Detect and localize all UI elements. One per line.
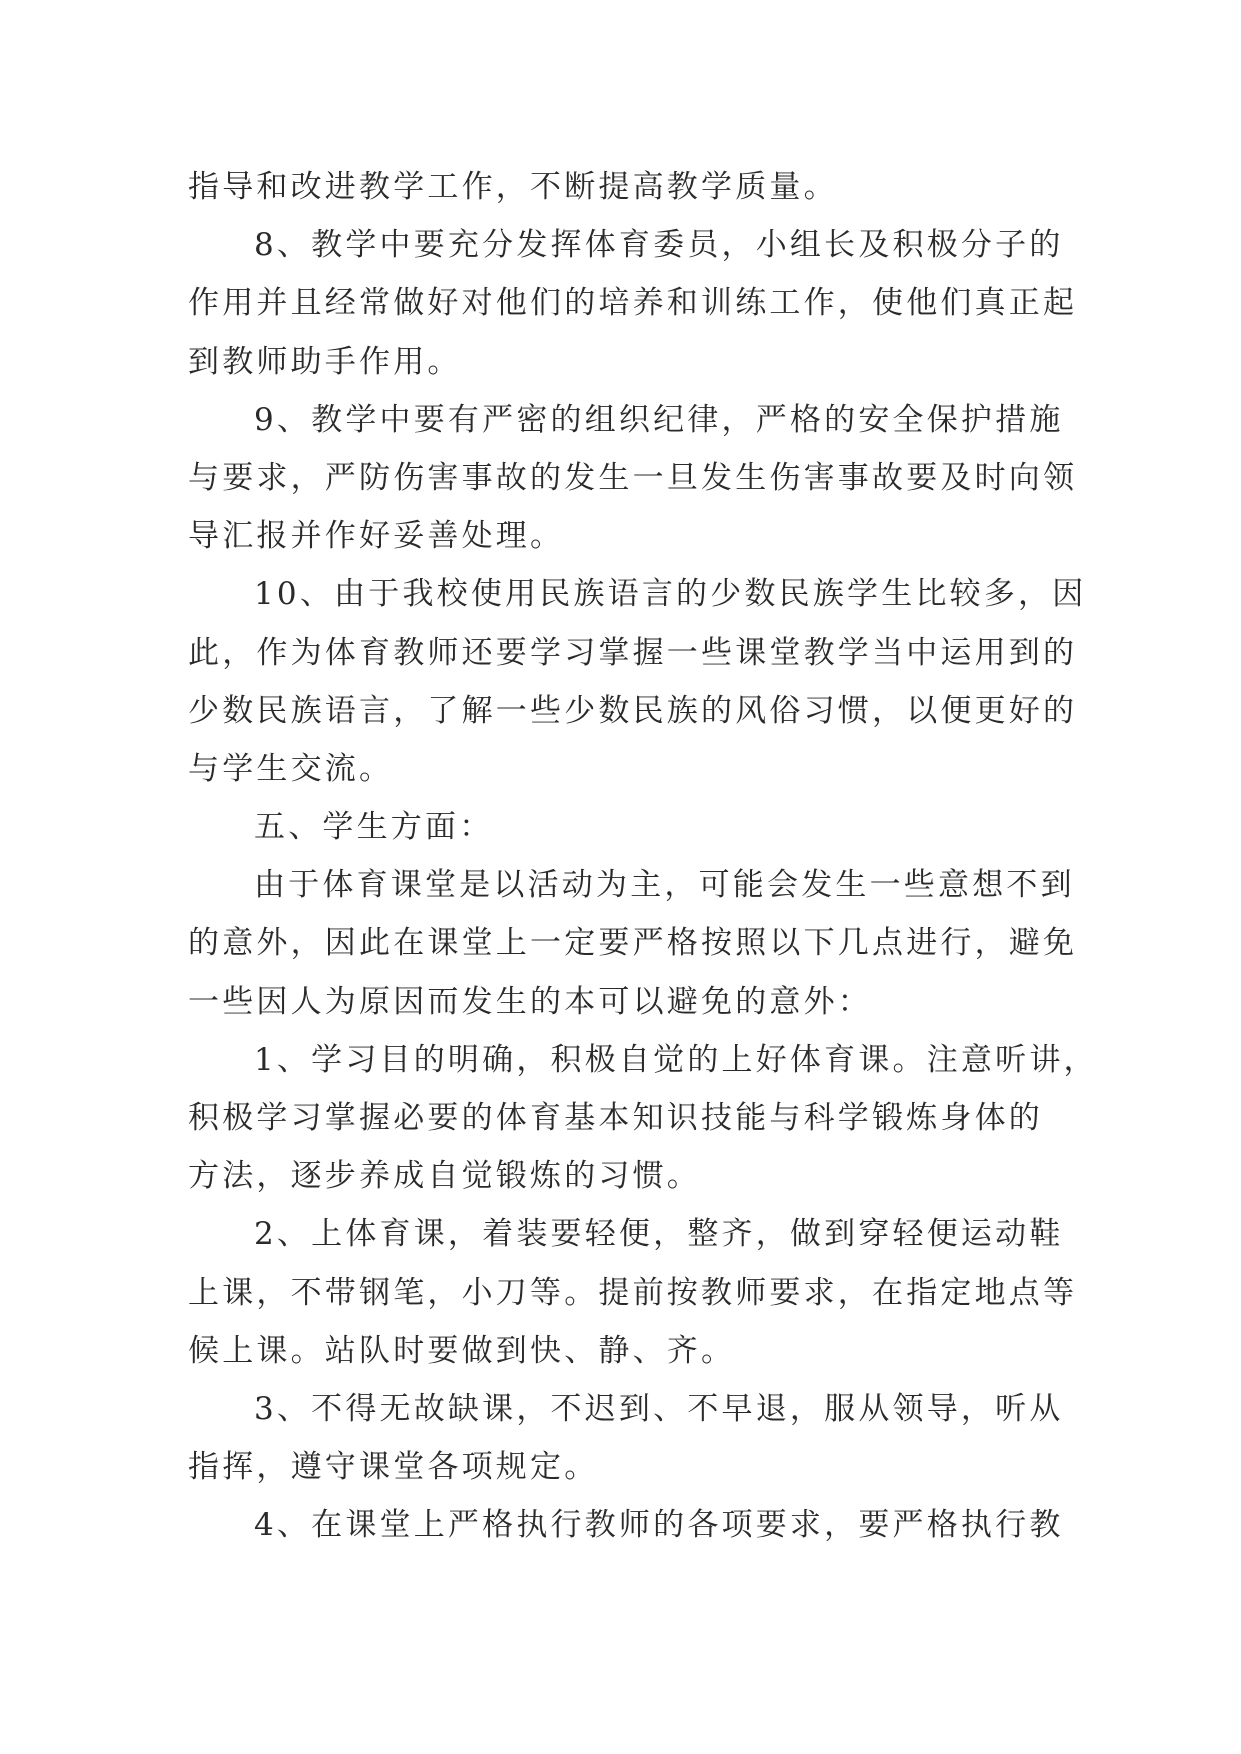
text-line: 与要求，严防伤害事故的发生一旦发生伤害事故要及时向领 xyxy=(188,459,1078,496)
text-line: 指挥，遵守课堂各项规定。 xyxy=(188,1449,599,1486)
text-line: 导汇报并作好妥善处理。 xyxy=(188,518,565,555)
text-line: 3、不得无故缺课，不迟到、不早退，服从领导，听从 xyxy=(254,1390,1064,1427)
text-line: 8、教学中要充分发挥体育委员，小组长及积极分子的 xyxy=(254,227,1064,264)
text-line: 4、在课堂上严格执行教师的各项要求，要严格执行教 xyxy=(254,1507,1064,1544)
text-line: 的意外，因此在课堂上一定要严格按照以下几点进行，避免 xyxy=(188,925,1078,962)
text-line: 与学生交流。 xyxy=(188,750,394,787)
text-line: 方法，逐步养成自觉锻炼的习惯。 xyxy=(188,1158,701,1195)
text-line: 指导和改进教学工作，不断提高教学质量。 xyxy=(188,169,838,205)
document-body xyxy=(188,158,1098,1555)
text-line: 由于体育课堂是以活动为主，可能会发生一些意想不到 xyxy=(254,867,1075,904)
text-line: 2、上体育课，着装要轻便，整齐，做到穿轻便运动鞋 xyxy=(254,1216,1064,1253)
text-line: 此，作为体育教师还要学习掌握一些课堂教学当中运用到的 xyxy=(188,634,1078,671)
text-line: 作用并且经常做好对他们的培养和训练工作，使他们真正起 xyxy=(188,285,1078,322)
text-line: 9、教学中要有严密的组织纪律，严格的安全保护措施 xyxy=(254,401,1064,438)
text-line: 少数民族语言，了解一些少数民族的风俗习惯，以便更好的 xyxy=(188,692,1078,729)
text-line: 一些因人为原因而发生的本可以避免的意外： xyxy=(188,983,872,1020)
text-line: 1、学习目的明确，积极自觉的上好体育课。注意听讲， xyxy=(254,1041,1098,1078)
text-line: 上课，不带钢笔，小刀等。提前按教师要求，在指定地点等 xyxy=(188,1274,1078,1311)
text-line: 积极学习掌握必要的体育基本知识技能与科学锻炼身体的 xyxy=(188,1100,1043,1136)
text-line: 10、由于我校使用民族语言的少数民族学生比较多，因 xyxy=(254,576,1087,613)
section-heading: 五、学生方面： xyxy=(254,809,494,846)
text-line: 候上课。站队时要做到快、静、齐。 xyxy=(188,1332,736,1369)
text-line: 到教师助手作用。 xyxy=(188,343,462,380)
